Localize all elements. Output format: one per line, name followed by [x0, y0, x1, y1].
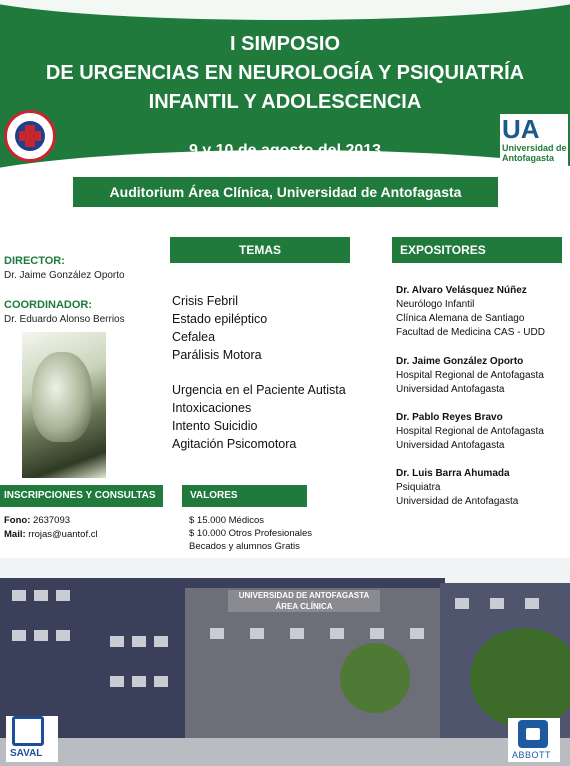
tema-item: Intoxicaciones [172, 401, 252, 415]
temas-list [172, 292, 372, 453]
expositor-name: Dr. Jaime González Oporto [396, 356, 524, 367]
building-window [56, 630, 70, 641]
building-window [110, 676, 124, 687]
valores-heading: VALORES [182, 485, 307, 507]
director-label: DIRECTOR: [4, 255, 65, 267]
venue-banner: Auditorium Área Clínica, Universidad de Antofagasta [73, 177, 498, 207]
expositor-line: Facultad de Medicina CAS - UDD [396, 327, 545, 338]
valor-line: $ 15.000 Médicos [189, 515, 264, 526]
valores-list [189, 514, 312, 553]
university-logo [500, 114, 568, 166]
mail-value[interactable]: rrojas@uantof.cl [28, 529, 98, 540]
expositor-line: Hospital Regional de Antofagasta [396, 370, 544, 381]
title-line-2: DE URGENCIAS EN NEUROLOGÍA Y PSIQUIATRÍA [45, 62, 525, 84]
building-window [330, 628, 344, 639]
expositor-line: Universidad Antofagasta [396, 440, 505, 451]
tema-item: Urgencia en el Paciente Autista [172, 383, 346, 397]
event-date: 9 y 10 de agosto del 2013 [188, 142, 382, 159]
expositores-heading: EXPOSITORES [392, 237, 562, 263]
tema-item: Parálisis Motora [172, 348, 262, 362]
street-ground [0, 738, 570, 766]
director-name: Dr. Jaime González Oporto [4, 270, 125, 281]
abbott-logo [508, 718, 560, 762]
building-window [250, 628, 264, 639]
title-line-1: I SIMPOSIO [229, 33, 341, 55]
building-sign-line-1: UNIVERSIDAD DE ANTOFAGASTA [238, 591, 370, 600]
adolescent-face-image [22, 332, 106, 478]
tema-item: Estado epiléptico [172, 312, 268, 326]
contact-info [4, 514, 98, 542]
expositor-line: Clínica Alemana de Santiago [396, 313, 525, 324]
building-window [12, 630, 26, 641]
abbott-logo-mark [518, 720, 548, 748]
building-window [455, 598, 469, 609]
palm-tree [470, 628, 570, 728]
expositor-name: Dr. Luis Barra Ahumada [396, 468, 510, 479]
mail-label: Mail: [4, 529, 26, 540]
building-window [410, 628, 424, 639]
saval-logo-mark [12, 716, 44, 746]
building-window [12, 590, 26, 601]
fono-value: 2637093 [33, 515, 71, 526]
header-wave-top [0, 0, 570, 20]
expositor-line: Neurólogo Infantil [396, 299, 475, 310]
hospital-logo [4, 110, 56, 162]
coordinador-label: COORDINADOR: [4, 299, 92, 311]
building-photo [0, 558, 570, 766]
building-sign [228, 590, 380, 612]
saval-logo-text: SAVAL [10, 748, 43, 759]
building-window [154, 676, 168, 687]
building-window [525, 598, 539, 609]
building-window [490, 598, 504, 609]
expositor-entry [396, 467, 518, 509]
building-window [110, 636, 124, 647]
title-line-3: INFANTIL Y ADOLESCENCIA [148, 91, 422, 113]
expositor-line: Universidad Antofagasta [396, 384, 505, 395]
tema-item: Agitación Psicomotora [172, 437, 297, 451]
building-window [132, 676, 146, 687]
tema-item: Intento Suicidio [172, 419, 258, 433]
valor-line: $ 10.000 Otros Profesionales [189, 528, 313, 539]
university-logo-mark: UA [502, 114, 540, 144]
building-window [210, 628, 224, 639]
inscripciones-heading: INSCRIPCIONES Y CONSULTAS [0, 485, 163, 507]
expositor-name: Dr. Alvaro Velásquez Núñez [396, 285, 527, 296]
expositor-line: Universidad de Antofagasta [396, 496, 519, 507]
coordinador-name: Dr. Eduardo Alonso Berrios [4, 314, 125, 325]
building-window [34, 630, 48, 641]
tree [340, 643, 410, 713]
building-window [154, 636, 168, 647]
building-window [56, 590, 70, 601]
expositor-name: Dr. Pablo Reyes Bravo [396, 412, 503, 423]
expositor-entry [396, 284, 545, 340]
expositor-line: Hospital Regional de Antofagasta [396, 426, 544, 437]
expositor-entry [396, 355, 544, 397]
expositor-line: Psiquiatra [396, 482, 441, 493]
building-window [132, 636, 146, 647]
hospital-logo-cross-h [19, 131, 41, 141]
saval-logo [6, 716, 58, 762]
event-title [0, 30, 570, 117]
tema-item: Crisis Febril [172, 294, 238, 308]
abbott-logo-text: ABBOTT [512, 750, 552, 760]
university-logo-text: Universidad de Antofagasta [502, 143, 567, 163]
face-shading [32, 352, 92, 442]
building-window [290, 628, 304, 639]
tema-item: Cefalea [172, 330, 216, 344]
temas-heading: TEMAS [170, 237, 350, 263]
building-window [370, 628, 384, 639]
building-window [34, 590, 48, 601]
fono-label: Fono: [4, 515, 31, 526]
valor-line: Becados y alumnos Gratis [189, 541, 300, 552]
expositor-entry [396, 411, 544, 453]
building-sign-line-2: ÁREA CLÍNICA [275, 602, 333, 611]
